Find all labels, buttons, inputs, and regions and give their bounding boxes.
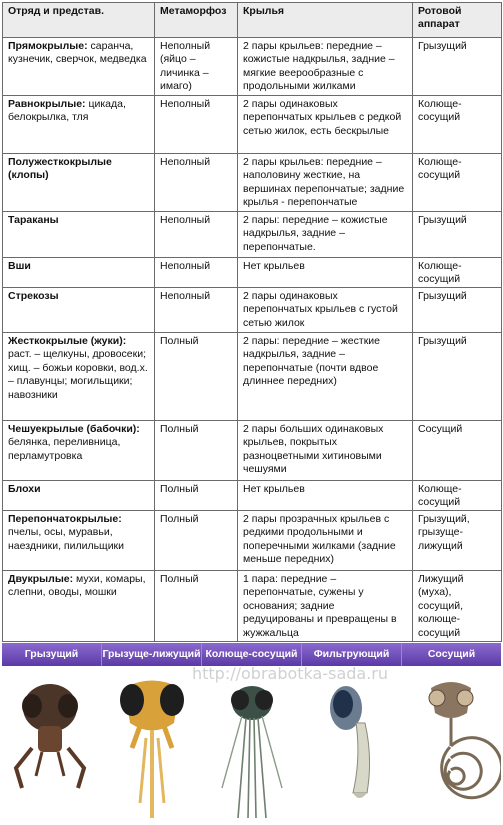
table-row	[3, 511, 502, 571]
piercing-sucking-head-icon	[202, 668, 302, 823]
cell-wings: 2 пары: передние – кожистые надкрылья, задние – перепончатые.	[238, 212, 413, 258]
table-row	[3, 258, 502, 288]
order-name: Полужесткокрылые (клопы)	[8, 156, 112, 182]
sucking-proboscis-head-icon	[401, 668, 501, 823]
cell-wings: Нет крыльев	[238, 258, 413, 288]
header-mouthparts: Ротовой аппарат	[413, 3, 502, 38]
cell-wings: 2 пары одинаковых перепончатых крыльев с редкой сетью жилок, есть бескрылые	[238, 96, 413, 154]
cell-wings: 2 пары крыльев: передние – наполовину жесткие, на вершинах перепончатые; задние крылья - перепончатые	[238, 154, 413, 212]
cell-metamorphosis: Неполный (яйцо – личинка – имаго)	[155, 38, 238, 96]
table-row	[3, 212, 502, 258]
table-row	[3, 421, 502, 481]
cell-mouthparts: Колюще-сосущий	[413, 258, 502, 288]
cell-metamorphosis: Полный	[155, 333, 238, 421]
order-examples: пчелы, осы, муравьи, наездники, пилильщики	[8, 526, 125, 552]
strip-label-sucking: Сосущий	[427, 648, 476, 660]
cell-order	[3, 481, 155, 511]
cell-order	[3, 421, 155, 481]
watermark-text: http://obrabotka-sada.ru	[191, 664, 389, 683]
cell-metamorphosis: Неполный	[155, 212, 238, 258]
table-row	[3, 38, 502, 96]
cell-mouthparts: Лижущий (муха), сосущий, колюще-сосущий	[413, 571, 502, 642]
mouthparts-label-strip	[2, 643, 501, 666]
header-wings: Крылья	[238, 3, 413, 38]
cell-mouthparts: Колюще-сосущий	[413, 96, 502, 154]
strip-label-chewing-lapping: Грызуще-лижущий	[102, 643, 202, 666]
order-name: Тараканы	[8, 214, 59, 226]
cell-order	[3, 258, 155, 288]
order-name: Жесткокрылые (жуки):	[8, 335, 127, 347]
insect-orders-table	[2, 2, 502, 642]
cell-wings: 2 пары крыльев: передние – кожистые надкрылья, задние – мягкие веерообразные с продольными жилками	[238, 38, 413, 96]
cell-metamorphosis: Неполный	[155, 258, 238, 288]
table-row	[3, 154, 502, 212]
strip-label-filtering: Фильтрующий	[302, 643, 402, 666]
strip-label-chewing: Грызущий	[2, 643, 102, 666]
cell-metamorphosis: Неполный	[155, 288, 238, 333]
table-row	[3, 288, 502, 333]
chewing-head-icon	[2, 668, 102, 823]
order-name: Прямокрылые:	[8, 40, 88, 52]
cell-wings: 2 пары: передние – жесткие надкрылья, задние – перепончатые (почти вдвое длиннее передних)	[238, 333, 413, 421]
cell-order	[3, 212, 155, 258]
cell-mouthparts: Сосущий	[413, 421, 502, 481]
cell-order	[3, 333, 155, 421]
cell-mouthparts: Грызущий	[413, 38, 502, 96]
mouthparts-illustrations	[2, 668, 501, 823]
order-name: Вши	[8, 260, 31, 272]
header-row	[3, 3, 502, 38]
cell-order	[3, 38, 155, 96]
cell-mouthparts: Грызущий	[413, 333, 502, 421]
cell-wings: Нет крыльев	[238, 481, 413, 511]
cell-mouthparts: Грызущий, грызуще-лижущий	[413, 511, 502, 571]
order-name: Блохи	[8, 483, 41, 495]
table-row	[3, 96, 502, 154]
order-examples: саранча, кузнечик, сверчок, медведка	[8, 40, 147, 66]
cell-wings: 2 пары одинаковых перепончатых крыльев с густой сетью жилок	[238, 288, 413, 333]
table-row	[3, 571, 502, 642]
cell-mouthparts: Грызущий	[413, 212, 502, 258]
order-name: Двукрылые:	[8, 573, 74, 585]
order-examples: белянка, переливница, перламутровка	[8, 436, 121, 462]
cell-mouthparts: Колюще-сосущий	[413, 481, 502, 511]
cell-metamorphosis: Полный	[155, 511, 238, 571]
header-metamorphosis: Метаморфоз	[155, 3, 238, 38]
filtering-head-icon	[301, 668, 401, 823]
cell-metamorphosis: Полный	[155, 421, 238, 481]
cell-wings: 1 пара: передние – перепончатые, сужены у основания; задние редуцированы и превращены в жужжальца	[238, 571, 413, 642]
order-name: Равнокрылые:	[8, 98, 86, 110]
header-order: Отряд и представ.	[3, 3, 155, 38]
cell-mouthparts: Грызущий	[413, 288, 502, 333]
cell-wings: 2 пары прозрачных крыльев с редкими продольными и поперечными жилками (задние меньше передних)	[238, 511, 413, 571]
order-examples: цикада, белокрылка, тля	[8, 98, 126, 124]
cell-metamorphosis: Полный	[155, 571, 238, 642]
table-row	[3, 481, 502, 511]
cell-order	[3, 96, 155, 154]
cell-order	[3, 571, 155, 642]
cell-order	[3, 511, 155, 571]
cell-metamorphosis: Неполный	[155, 96, 238, 154]
order-name: Стрекозы	[8, 290, 59, 302]
order-name: Перепончатокрылые:	[8, 513, 122, 525]
chewing-lapping-head-icon	[102, 668, 202, 823]
order-examples: мухи, комары, слепни, оводы, мошки	[8, 573, 146, 599]
cell-metamorphosis: Неполный	[155, 154, 238, 212]
cell-order	[3, 154, 155, 212]
cell-wings: 2 пары больших одинаковых крыльев, покрытых разноцветными хитиновыми чешуями	[238, 421, 413, 481]
cell-order	[3, 288, 155, 333]
table-row	[3, 333, 502, 421]
order-name: Чешуекрылые (бабочки):	[8, 423, 140, 435]
cell-metamorphosis: Полный	[155, 481, 238, 511]
cell-mouthparts: Колюще-сосущий	[413, 154, 502, 212]
order-examples: раст. – щелкуны, дровосеки; хищ. – божьи коровки, вод.х. – плавунцы; могильщики; навозники	[8, 348, 148, 401]
strip-label-piercing-sucking: Колюще-сосущий	[202, 643, 302, 666]
